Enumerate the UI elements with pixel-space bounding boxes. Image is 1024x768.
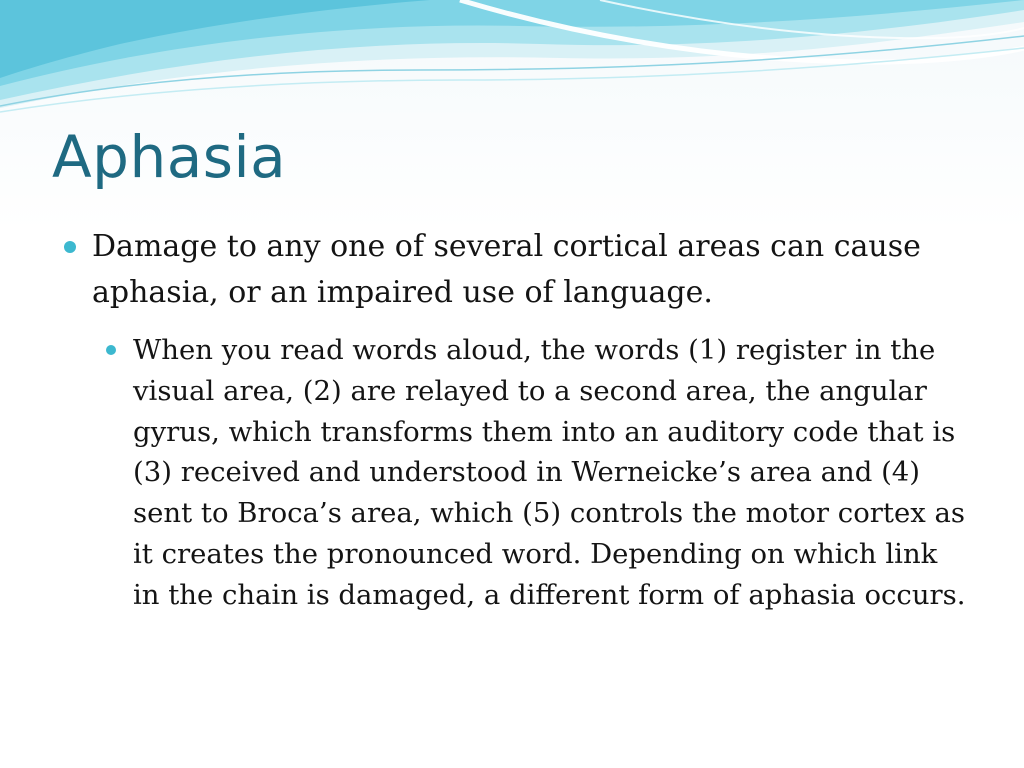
header-wave-decoration (0, 0, 1024, 120)
bullet-item (62, 224, 982, 316)
sub-bullet-item (103, 330, 969, 616)
slide-title: Aphasia (52, 123, 287, 191)
bullet-text: Damage to any one of several cortical areas can cause aphasia, or an impaired use of language. (92, 229, 921, 310)
sub-bullet-text: When you read words aloud, the words (1) register in the visual area, (2) are relayed to a second area, the angular gyrus, which transforms them into an auditory code that is (3) received and understood in Werneicke’s area and (4) sent to Broca’s area, which (5) controls the motor cortex as it creates the pronounced word. Depending on which link in the chain is damaged, a different form of aphasia occurs. (133, 334, 966, 611)
bullet-dot-icon (64, 241, 76, 253)
bullet-dot-icon (106, 345, 116, 355)
slide-body (62, 224, 982, 616)
